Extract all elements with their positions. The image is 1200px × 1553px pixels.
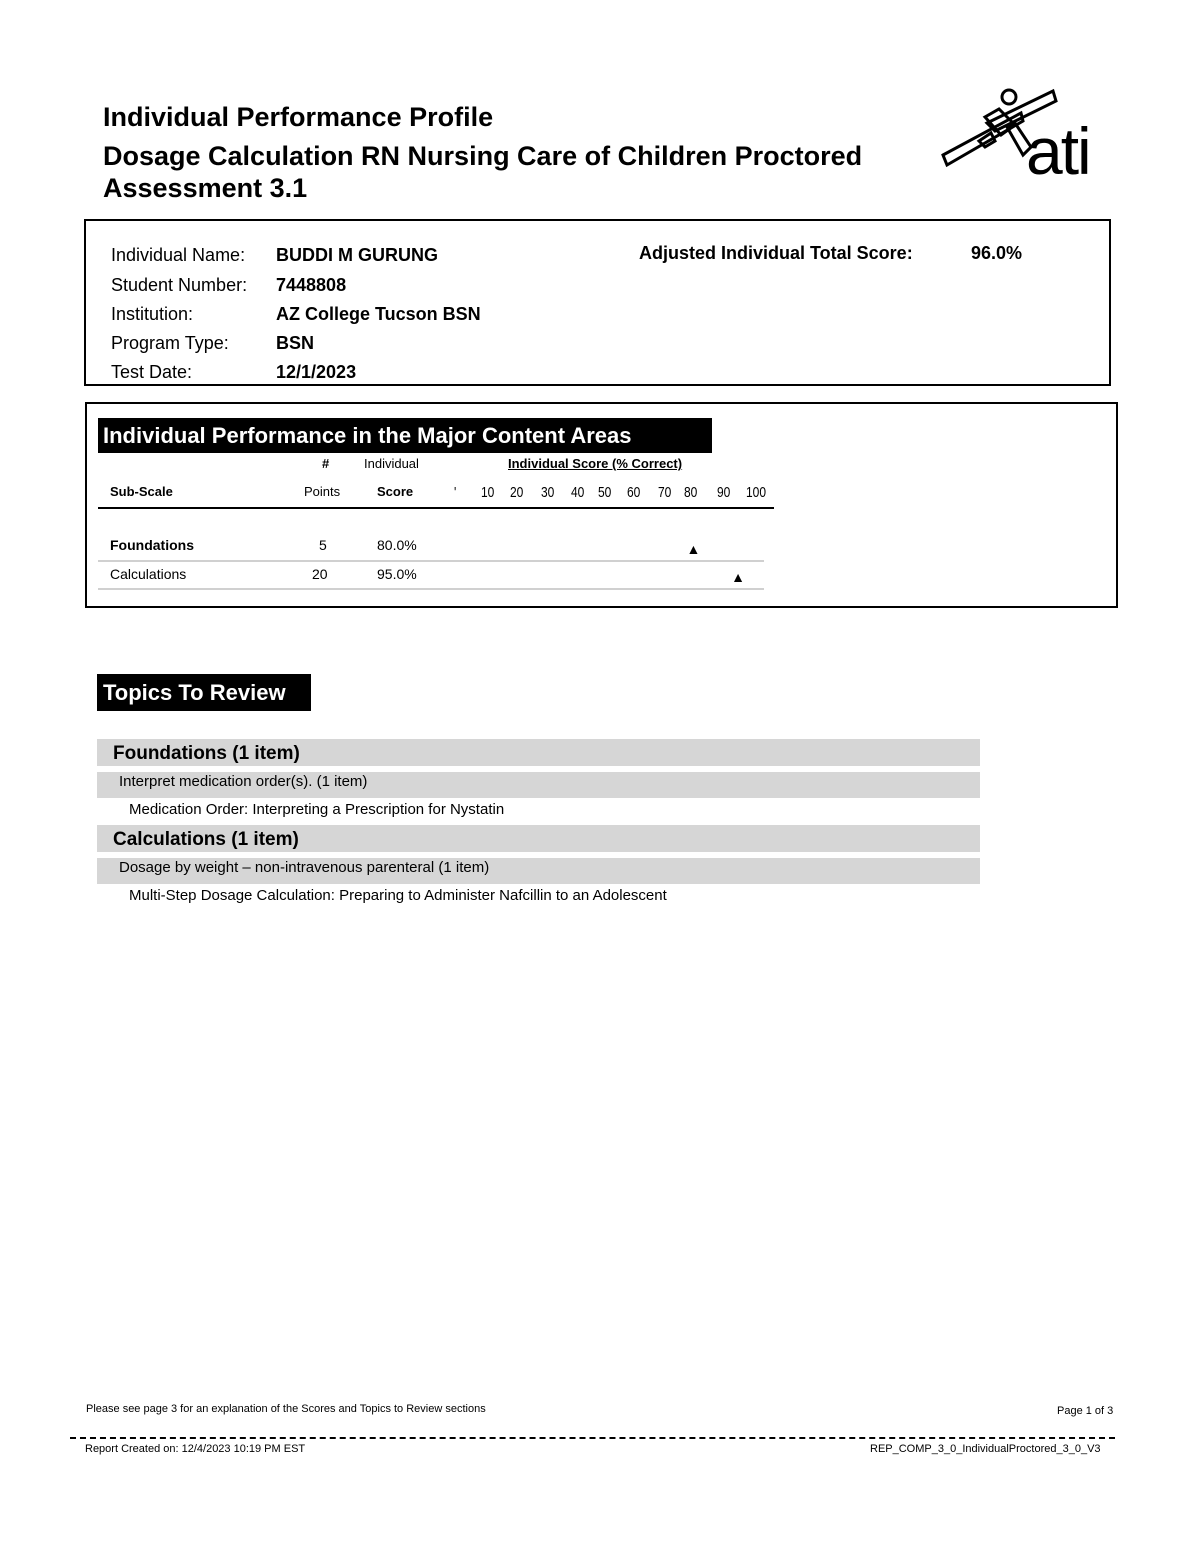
scale-tick-label: 10 — [481, 484, 495, 501]
student-number-value: 7448808 — [276, 275, 347, 295]
name-value: BUDDI M GURUNG — [276, 245, 438, 265]
scale-tick-label: 20 — [510, 484, 524, 501]
scale-tick-label: 80 — [684, 484, 698, 501]
test-date-value: 12/1/2023 — [276, 362, 357, 382]
topic-category-calculations: Calculations (1 item) — [97, 825, 980, 852]
report-created: Report Created on: 12/4/2023 10:19 PM EST — [85, 1443, 306, 1455]
topic-subcategory: Interpret medication order(s). (1 item) — [97, 772, 980, 798]
row-calculations-subscale: Calculations — [110, 566, 187, 582]
points-header: Points — [304, 484, 341, 499]
scale-tick-label: 50 — [598, 484, 612, 501]
content-areas-heading: Individual Performance in the Major Content Areas — [98, 418, 712, 453]
scale-start: ' — [454, 484, 457, 501]
total-score-label: Adjusted Individual Total Score: — [639, 243, 913, 263]
score-range-header: Individual Score (% Correct) — [508, 456, 683, 471]
page-number: Page 1 of 3 — [1057, 1405, 1114, 1417]
score-marker-foundations: ▲ — [686, 541, 701, 557]
institution-label: Institution: — [111, 304, 194, 324]
student-number-label: Student Number: — [111, 275, 248, 295]
topic-item: Multi-Step Dosage Calculation: Preparing to Administer Nafcillin to an Adolescent — [129, 887, 667, 904]
logo-text: ati — [1026, 114, 1090, 188]
row-calculations-score: 95.0% — [377, 566, 417, 582]
content-areas-panel — [85, 402, 1118, 608]
scale-tick-label: 40 — [571, 484, 585, 501]
row-foundations-score: 80.0% — [377, 537, 417, 553]
header-divider — [98, 507, 774, 509]
topics-heading: Topics To Review — [97, 674, 311, 711]
name-label: Individual Name: — [111, 245, 246, 265]
program-type-value: BSN — [276, 333, 315, 353]
topic-subcategory: Dosage by weight – non-intravenous parenteral (1 item) — [97, 858, 980, 884]
scale-tick-label: 90 — [717, 484, 731, 501]
row-foundations-subscale: Foundations — [110, 537, 194, 553]
report-title: Individual Performance Profile — [103, 102, 494, 132]
scale-tick-label: 60 — [627, 484, 641, 501]
assessment-title: Dosage Calculation RN Nursing Care of Children Proctored Assessment 3.1 — [103, 141, 863, 203]
row-divider — [98, 588, 764, 590]
scale-tick-label: 70 — [658, 484, 672, 501]
footer-note: Please see page 3 for an explanation of the Scores and Topics to Review sections — [86, 1403, 486, 1415]
student-info-panel — [84, 219, 1111, 386]
scale-tick-label: 100 — [746, 484, 767, 501]
score-header: Score — [377, 484, 414, 499]
row-calculations-points: 20 — [312, 566, 328, 582]
test-date-label: Test Date: — [111, 362, 193, 382]
institution-value: AZ College Tucson BSN — [276, 304, 481, 324]
total-score-value: 96.0% — [971, 243, 1023, 263]
topic-item: Medication Order: Interpreting a Prescription for Nystatin — [129, 801, 505, 818]
points-header-top: # — [322, 456, 330, 471]
report-code: REP_COMP_3_0_IndividualProctored_3_0_V3 — [870, 1443, 1101, 1455]
scale-tick-label: 30 — [541, 484, 555, 501]
row-foundations-points: 5 — [319, 537, 327, 553]
score-marker-calculations: ▲ — [731, 569, 745, 585]
score-header-top: Individual — [364, 456, 419, 471]
program-type-label: Program Type: — [111, 333, 229, 353]
topic-category-foundations: Foundations (1 item) — [97, 739, 980, 766]
subscale-header: Sub-Scale — [110, 484, 173, 499]
footer-divider — [70, 1437, 1115, 1439]
row-divider — [98, 560, 764, 562]
